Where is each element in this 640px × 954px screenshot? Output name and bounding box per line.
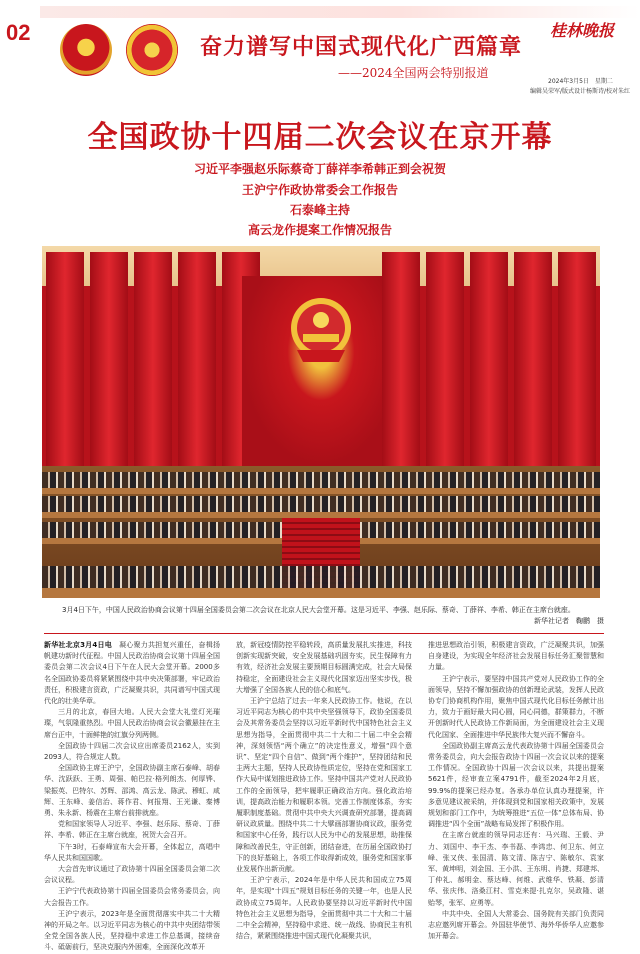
article-paragraph: 中共中央、全国人大常委会、国务院有关部门负责同志应邀列席开幕会。外国驻华使节、海外华侨华人应邀参加开幕会。 (428, 909, 604, 941)
article-paragraph: 全国政协副主席高云龙代表政协第十四届全国委员会常务委员会，向大会报告政协十四届一次会议以来的提案工作情况。全国政协十四届一次会议以来，共提出提案5621件，经审查立案4791件，截至2024年2月底，99.9%的提案已经办复。各承办单位认真办理提案，许多意见建议被采纳，并体现到党和国家相关政策中，发展规划和部门工作中，为统筹推进“五位一体”总体布局、协调推进“四个全面”战略布局发挥了积极作用。 (428, 741, 604, 829)
section-title: 奋力谱写中国式现代化广西篇章 (200, 34, 523, 60)
article-paragraph: 王沪宁总结了过去一年来人民政协工作。他说，在以习近平同志为核心的中共中央坚强领导下，政协全国委员会及其常务委员会坚持以习近平新时代中国特色社会主义思想为指导，全面贯彻中共二十大和二十届二中全会精神，深刻领悟“两个确立”的决定性意义，增强“四个意识”、坚定“四个自信”、做到“两个维护”，坚持团结和民主两大主题，坚持人民政协性质定位，坚持在党和国家工作大局中谋划推进政协工作。坚持中国共产党对人民政协工作的全面领导，把牢履职正确政治方向。强化政治培训，提高政治能力和履职本领。完善工作制度体系，夯实履职制度基础。贯彻中共中央大兴调查研究部署，提高调研议政质量。围绕中共二十大擘画部署协商议政，服务党和国家中心任务，践行以人民为中心的发展思想，助推保障和改善民生，守正创新，团结奋进，在历届全国政协打下的良好基础上，各项工作取得新成效，服务党和国家事业发展作出新贡献。 (236, 697, 412, 874)
seated-delegates-row (42, 496, 600, 512)
red-flag (134, 252, 172, 498)
red-flag (90, 252, 128, 498)
conference-photo (42, 246, 600, 598)
red-flag (178, 252, 216, 498)
article-column (236, 640, 412, 941)
photo-credit: 新华社记者 鞠鹏 摄 (534, 617, 604, 625)
article-paragraph: 三月的北京，春回大地。人民大会堂大礼堂灯光璀璨，气氛隆重热烈。中国人民政治协商会议会徽悬挂在主席台正中，十面鲜艳的红旗分列两侧。 (44, 708, 220, 739)
newspaper-masthead: 桂林晚报 (550, 21, 615, 40)
article-paragraph: 放，新冠疫情防控平稳转段，高质量发展扎实推进，科技创新实现新突破，安全发展基础巩固夯实，民生保障有力有效，经济社会发展主要预期目标圆满完成，社会大局保持稳定，全面建设社会主义现代化国家迈出坚实步伐，极大增强了全国各族人民的信心和底气。 (236, 641, 412, 694)
cppcc-emblem-icon (126, 24, 178, 76)
article-subhead: 石泰峰主持 (289, 203, 350, 217)
red-flag (426, 252, 464, 498)
section-subtitle: ——2024全国两会特别报道 (338, 66, 489, 80)
article-paragraph: 王沪宁代表政协第十四届全国委员会常务委员会，向大会报告工作。 (44, 887, 220, 907)
page-header (0, 0, 640, 104)
article-paragraph: 在主席台就座的领导同志还有：马兴瑞、王毅、尹力、刘国中、李干杰、李书磊、李鸿忠、何卫东、何立峰、张又侠、张国清、陈文清、陈吉宁、陈敏尔、袁家军、黄坤明，刘金国、王小洪、王东明、肖捷、郑建邦、丁仲礼、郝明金、蔡达峰、何维、武维华、铁凝、彭清华、张庆伟、洛桑江村、雪克来提·扎克尔，吴政隆、谌贻琴，张军、应勇等。 (428, 831, 604, 907)
red-flag (514, 252, 552, 498)
seated-delegates-row (42, 472, 600, 488)
divider (44, 633, 604, 634)
article-column (44, 640, 220, 952)
photo-caption: 3月4日下午，中国人民政治协商会议第十四届全国委员会第二次会议在北京人民大会堂开幕。这是习近平、李强、赵乐际、蔡奇、丁薛祥、李希、韩正在主席台就座。 (62, 606, 575, 614)
article-subhead: 习近平李强赵乐际蔡奇丁薛祥李希韩正到会祝贺 (193, 162, 446, 176)
article-paragraph: 下午3时，石泰峰宣布大会开幕，全体起立，高唱中华人民共和国国歌。 (44, 842, 220, 862)
red-flag (382, 252, 420, 498)
dateline: 新华社北京3月4日电 (44, 641, 112, 649)
article-paragraph: 王沪宁表示，2024年是中华人民共和国成立75周年，是实现“十四五”规划目标任务的关键一年，也是人民政协成立75周年。人民政协要坚持以习近平新时代中国特色社会主义思想为指导，全面贯彻中共二十大和二十届二中全会精神，坚持稳中求进、统一战线、协商民主有机结合，紧紧围绕推进中国式现代化凝聚共识， (236, 876, 412, 941)
article-subhead: 王沪宁作政协常委会工作报告 (241, 183, 398, 197)
article-paragraph: 新华社北京3月4日电 凝心聚力共担复兴重任，奋楫扬帆建功新时代征程。中国人民政治协商会议第十四届全国委员会第二次会议4日下午在人民大会堂开幕。2000多名全国政协委员将紧紧围绕中共中央决策部署，牢记政治责任，积极建言资政，广泛凝聚共识，共同谱写中国式现代化的壮美华章。 (44, 641, 220, 706)
article-column (428, 640, 604, 941)
article-paragraph: 全国政协主席王沪宁，全国政协副主席石泰峰、胡春华、沈跃跃、王勇、周强、帕巴拉·格列朗杰、何厚铧、梁振英、巴特尔、苏辉、邵鸿、高云龙、陈武、穆虹、咸辉、王东峰、姜信治、蒋作君、何报翔、王光谦、秦博勇、朱永新、杨震在主席台前排就座。 (44, 764, 220, 818)
article-paragraph: 党和国家领导人习近平、李强、赵乐际、蔡奇、丁薛祥、李希、韩正在主席台就座，祝贺大会召开。 (44, 820, 220, 840)
front-row-leaders (42, 566, 600, 588)
article-paragraph: 推进思想政治引领，积极建言资政，广泛凝聚共识，加强自身建设，为实现全年经济社会发展目标任务汇聚智慧和力量。 (428, 641, 604, 672)
header-band (40, 6, 640, 18)
editor-credits: 编辑吴荣军/版式设计杨斯诗/校对朱红 (530, 88, 631, 95)
cppcc-emblem-icon (287, 290, 355, 370)
article-paragraph: 王沪宁表示，2023年是全面贯彻落实中共二十大精神的开局之年。以习近平同志为核心的中共中央团结带领全党全国各族人民，坚持稳中求进工作总基调，接续奋斗、砥砺前行，坚决克服内外困难，全面深化改革开 (44, 909, 220, 952)
red-flag (470, 252, 508, 498)
presidium-desk (42, 488, 600, 494)
article-paragraph: 大会首先审议通过了政协第十四届全国委员会第二次会议议程。 (44, 865, 220, 885)
article-headline: 全国政协十四届二次会议在京开幕 (87, 120, 553, 155)
red-flag (558, 252, 596, 498)
red-flag (46, 252, 84, 498)
article-body (44, 640, 604, 952)
national-emblem-icon (60, 24, 112, 76)
issue-date: 2024年3月5日 星期二 (548, 78, 613, 85)
page-number: 02 (6, 20, 31, 45)
article-paragraph: 全国政协十四届二次会议应出席委员2162人，实到2093人，符合规定人数。 (44, 741, 220, 762)
article-subhead: 高云龙作提案工作情况报告 (247, 223, 392, 237)
article-paragraph: 王沪宁表示，要坚持中国共产党对人民政协工作的全面领导，坚持不懈加强政协的创新理论武装，发挥人民政协专门协商机构作用，聚焦中国式现代化目标任务献计出力，致力于画好最大同心圆，同心同德，群策群力，不断开创新时代人民政协工作新局面，为全面建设社会主义现代化国家、全面推进中华民族伟大复兴而不懈奋斗。 (428, 674, 604, 739)
front-desk (42, 588, 600, 598)
